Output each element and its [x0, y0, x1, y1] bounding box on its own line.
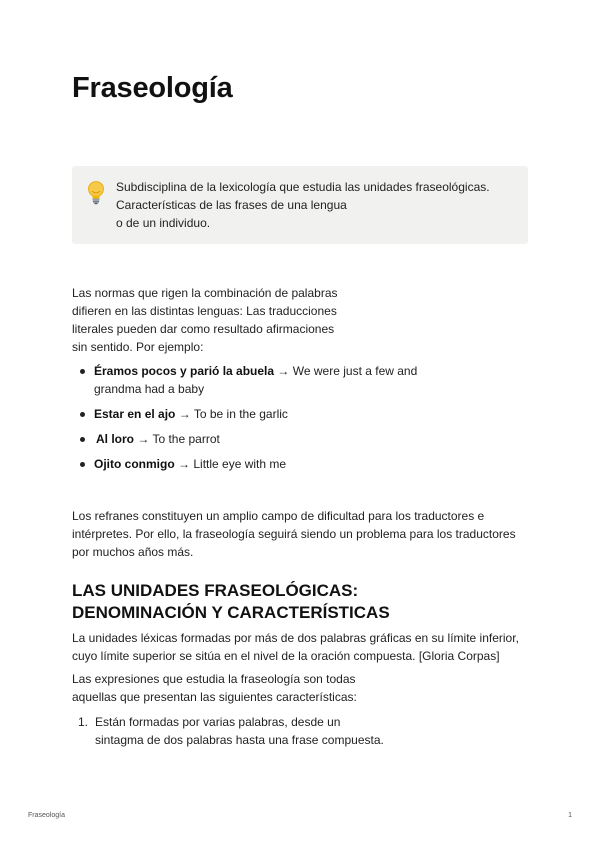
refranes-line: Los refranes constituyen un amplio campo de dificultad para los traductores e	[72, 509, 485, 523]
section-heading-line: LAS UNIDADES FRASEOLÓGICAS:	[72, 581, 359, 600]
characteristics-intro-line: Las expresiones que estudia la fraseología son todas	[72, 672, 356, 686]
intro-line: difieren en las distintas lenguas: Las traducciones	[72, 304, 337, 318]
definition-callout	[72, 166, 528, 244]
footer-page-number: 1	[568, 812, 572, 819]
example-phrase: Éramos pocos y parió la abuela	[94, 364, 275, 378]
list-item-line: Están formadas por varias palabras, desde un	[95, 715, 341, 729]
example-phrase: Ojito conmigo	[94, 457, 175, 471]
arrow: →	[277, 364, 290, 378]
intro-line: Las normas que rigen la combinación de palabras	[72, 286, 338, 300]
refranes-line: por muchos años más.	[72, 545, 194, 559]
arrow: →	[178, 407, 191, 421]
example-translation: To the parrot	[152, 432, 220, 446]
list-item	[72, 430, 472, 448]
example-translation-cont: grandma had a baby	[94, 382, 205, 396]
intro-line: sin sentido. Por ejemplo:	[72, 340, 204, 354]
list-number: 1.	[78, 715, 89, 729]
definition-paragraph	[72, 629, 542, 665]
section-heading-line: DENOMINACIÓN Y CARACTERÍSTICAS	[72, 603, 390, 622]
section-heading	[72, 580, 390, 624]
lightbulb-icon	[86, 180, 106, 206]
example-translation: Little eye with me	[193, 457, 287, 471]
characteristics-intro-line: aquellas que presentan las siguientes características:	[72, 690, 357, 704]
characteristics-list	[72, 713, 384, 749]
arrow: →	[178, 457, 191, 471]
callout-text	[116, 178, 516, 232]
refranes-line: intérpretes. Por ello, la fraseología seguirá siendo un problema para los traductores	[72, 527, 516, 541]
arrow: →	[137, 432, 150, 446]
list-item	[72, 405, 472, 423]
characteristics-intro	[72, 670, 412, 706]
example-translation: To be in the garlic	[193, 407, 288, 421]
refranes-paragraph	[72, 507, 542, 561]
list-item	[72, 455, 472, 473]
list-item-line: sintagma de dos palabras hasta una frase compuesta.	[95, 733, 384, 747]
intro-paragraph	[72, 284, 372, 356]
list-item	[72, 713, 384, 749]
list-item	[72, 362, 472, 398]
example-translation: We were just a few and	[292, 364, 418, 378]
page-title: Fraseología	[72, 72, 233, 104]
examples-list	[72, 362, 472, 480]
example-phrase: Estar en el ajo	[94, 407, 176, 421]
callout-line: Características de las frases de una lengua	[116, 198, 347, 212]
example-phrase: Al loro	[96, 432, 134, 446]
definition-line: La unidades léxicas formadas por más de dos palabras gráficas en su límite inferior,	[72, 631, 519, 645]
footer-document-title: Fraseología	[28, 812, 65, 819]
definition-line: cuyo límite superior se sitúa en el nivel de la oración compuesta. [Gloria Corpas]	[72, 649, 500, 663]
callout-line: Subdisciplina de la lexicología que estudia las unidades fraseológicas.	[116, 180, 490, 194]
callout-line: o de un individuo.	[116, 216, 211, 230]
intro-line: literales pueden dar como resultado afirmaciones	[72, 322, 335, 336]
